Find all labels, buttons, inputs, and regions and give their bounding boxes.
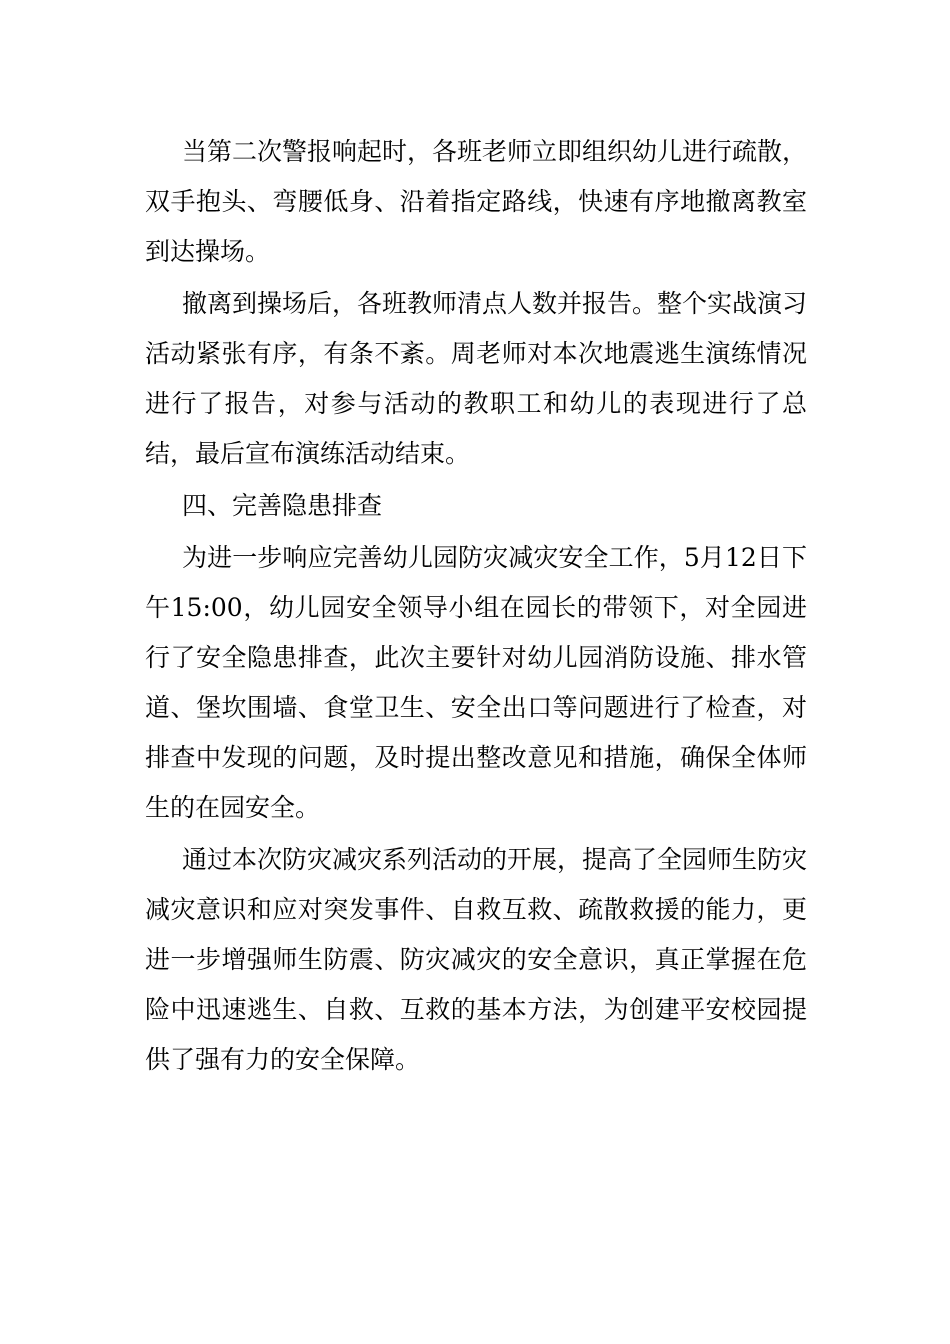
paragraph-summary: 通过本次防灾减灾系列活动的开展，提高了全园师生防灾减灾意识和应对突发事件、自救互救、疏散救援的能力，更进一步增强师生防震、防灾减灾的安全意识，真正掌握在危险中迅速逃生、自救、互救的基本方法，为创建平安校园提供了强有力的安全保障。 [145, 845, 808, 1074]
paragraph-headcount-report: 撤离到操场后，各班教师清点人数并报告。整个实战演习活动紧张有序，有条不紊。周老师对本次地震逃生演练情况进行了报告，对参与活动的教职工和幼儿的表现进行了总结，最后宣布演练活动结束。 [145, 289, 808, 468]
section-heading-hazard-inspection: 四、完善隐患排查 [182, 491, 383, 520]
document-body [145, 127, 807, 1085]
paragraph-hazard-inspection: 为进一步响应完善幼儿园防灾减灾安全工作，5月12日下午15:00，幼儿园安全领导小组在园长的带领下，对全园进行了安全隐患排查，此次主要针对幼儿园消防设施、排水管道、堡坎围墙、食堂卫生、安全出口等问题进行了检查，对排查中发现的问题，及时提出整改意见和措施，确保全体师生的在园安全。 [145, 543, 807, 822]
paragraph-evacuation: 当第二次警报响起时，各班老师立即组织幼儿进行疏散，双手抱头、弯腰低身、沿着指定路线，快速有序地撤离教室到达操场。 [145, 137, 808, 266]
